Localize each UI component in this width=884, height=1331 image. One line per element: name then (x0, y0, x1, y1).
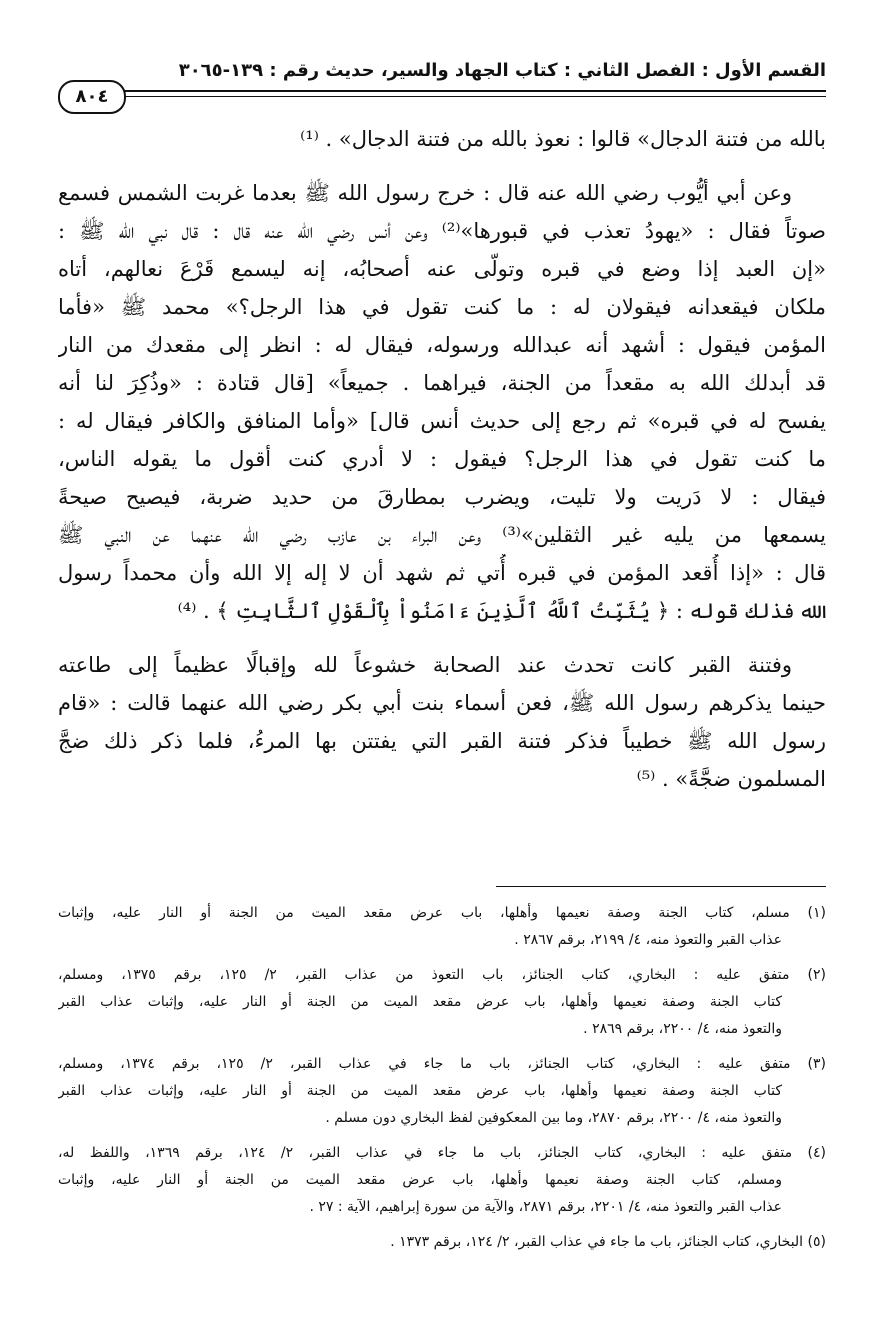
body-line: رسول الله ﷺ خطيباً فذكر فتنة القبر التي يفتتن بها المرءُ، فلما ذكر ذلك ضجَّ (58, 729, 826, 753)
footnote-gap (58, 1043, 826, 1051)
header-rule-thin (98, 96, 826, 97)
body-line: فيقال : لا دَريت ولا تليت، ويضرب بمطارقَ من حديد ضربة، فيصيح صيحةً (58, 485, 826, 509)
body-line: «إن العبد إذا وضع في قبره وتولّى عنه أصحابُه، إنه ليسمع قَرْعَ نعالهم، أتاه (58, 257, 826, 281)
header-rule-thick (98, 90, 826, 92)
footnote-line: والتعوذ منه، ٤/ ٢٢٠٠، برقم ٢٨٦٩ . (583, 1021, 782, 1037)
body-line: يسمعها من يليه غير الثقلين»⁽³⁾ وعن البراء بن عازب رضي الله عنهما عن النبي ﷺ (58, 523, 826, 547)
body-text (58, 120, 826, 798)
footnotes (58, 900, 826, 1256)
body-line: قال : «إذا أُقعد المؤمن في قبره أُتي ثم شهد أن لا إله إلا الله وأن محمداً رسول (58, 561, 826, 585)
book-page (58, 54, 826, 1274)
footnote-line: (٥) البخاري، كتاب الجنائز، باب ما جاء في عذاب القبر، ٢/ ١٢٤، برقم ١٣٧٣ . (390, 1234, 826, 1250)
body-line: قد أبدلك الله به مقعداً من الجنة، فيراهما . جميعاً» [قال قتادة : «وذُكِرَ لنا أنه (58, 371, 826, 395)
body-line: ما كنت تقول في هذا الرجل؟ فيقول : لا أدري كنت أقول ما يقوله الناس، (58, 447, 826, 471)
body-line: المسلمون ضجَّةً» . ⁽⁵⁾ (636, 767, 826, 791)
paragraph-gap (58, 158, 826, 174)
footnote-line: (٣) متفق عليه : البخاري، كتاب الجنائز، باب ما جاء في عذاب القبر، ٢/ ١٢٥، برقم ١٣٧٤، ومسلم، (58, 1056, 826, 1072)
footnote-gap (58, 1221, 826, 1229)
body-line: ملكان فيقعدانه فيقولان له : ما كنت تقول في هذا الرجل؟» محمد ﷺ «فأما (58, 295, 826, 319)
body-line: وفتنة القبر كانت تحدث عند الصحابة خشوعاً لله وإقبالًا عظيماً إلى طاعته (58, 653, 792, 677)
footnote-separator (496, 886, 826, 887)
body-line: يفسح له في قبره» ثم رجع إلى حديث أنس قال] «وأما المنافق والكافر فيقال له : (58, 409, 826, 433)
footnote-line: والتعوذ منه، ٤/ ٢٢٠٠، برقم ٢٨٧٠، وما بين المعكوفين لفظ البخاري دون مسلم . (325, 1110, 782, 1126)
footnote-line: عذاب القبر والتعوذ منه، ٤/ ٢١٩٩، برقم ٢٨٦٧ . (514, 932, 782, 948)
footnote-gap (58, 954, 826, 962)
running-header: القسم الأول : الفصل الثاني : كتاب الجهاد والسير، حديث رقم : ١٣٩-٣٠٦٥ (178, 60, 826, 81)
footnote-line: كتاب الجنة وصفة نعيمها وأهلها، باب عرض مقعد الميت من الجنة أو النار عليه، وإثبات عذاب القبر (58, 994, 782, 1010)
body-line: صوتاً فقال : «يهودُ تعذب في قبورها»⁽²⁾ وعن أنس رضي الله عنه قال : قال نبي الله ﷺ : (58, 219, 826, 243)
body-line: حينما يذكرهم رسول الله ﷺ، فعن أسماء بنت أبي بكر رضي الله عنهما قالت : «قام (58, 691, 826, 715)
body-line: الله فذلك قوله : ﴿ يُثَبِّتُ ٱللَّهُ ٱلَّذِينَ ءَامَنُواْ بِٱلْقَوْلِ ٱلثَّابِتِ ﴾ . ⁽⁴⁾ (177, 599, 826, 623)
paragraph-gap (58, 630, 826, 646)
body-line: بالله من فتنة الدجال» قالوا : نعوذ بالله من فتنة الدجال» . ⁽¹⁾ (300, 127, 826, 151)
footnote-line: عذاب القبر والتعوذ منه، ٤/ ٢٢٠١، برقم ٢٨٧١، والآية من سورة إبراهيم، الآية : ٢٧ . (309, 1199, 782, 1215)
footnote-line: كتاب الجنة وصفة نعيمها وأهلها، باب عرض مقعد الميت من الجنة أو النار عليه، وإثبات عذاب القبر (58, 1083, 782, 1099)
page-number-badge: ٨٠٤ (58, 80, 126, 114)
footnote-line: ومسلم، كتاب الجنة وصفة نعيمها وأهلها، باب عرض مقعد الميت من الجنة أو النار عليه، وإثبات (58, 1172, 782, 1188)
footnote-line: (١) مسلم، كتاب الجنة وصفة نعيمها وأهلها، باب عرض مقعد الميت من الجنة أو النار عليه، وإثبات (58, 905, 826, 921)
footnote-line: (٤) متفق عليه : البخاري، كتاب الجنائز، باب ما جاء في عذاب القبر، ٢/ ١٢٤، برقم ١٣٦٩، واللفظ له، (58, 1145, 826, 1161)
footnote-gap (58, 1132, 826, 1140)
body-line: المؤمن فيقول : أشهد أنه عبدالله ورسوله، فيقال له : انظر إلى مقعدك من النار (58, 333, 826, 357)
footnote-line: (٢) متفق عليه : البخاري، كتاب الجنائز، باب التعوذ من عذاب القبر، ٢/ ١٢٥، برقم ١٣٧٥، ومسلم، (58, 967, 826, 983)
body-line: وعن أبي أيُّوب رضي الله عنه قال : خرج رسول الله ﷺ بعدما غربت الشمس فسمع (58, 181, 792, 205)
